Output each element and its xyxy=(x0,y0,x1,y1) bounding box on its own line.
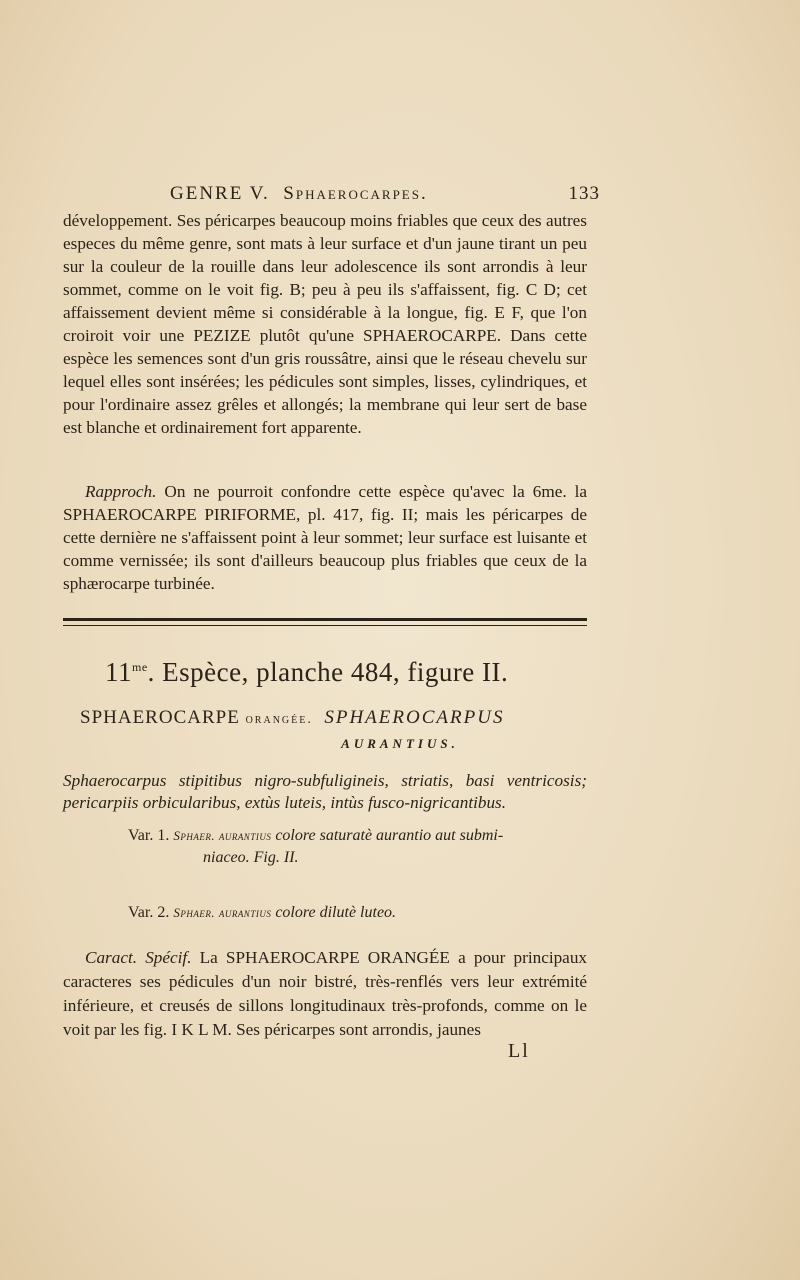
variety-2-text: colore dilutè luteo. xyxy=(275,904,397,921)
latin-description: Sphaerocarpus stipitibus nigro-subfuligineis, striatis, basi ventricosis; pericarpiis orbicularibus, extùs luteis, intùs fusco-nigricantibus. xyxy=(63,771,587,812)
species-number: 11 xyxy=(105,657,132,687)
header-genre-label: GENRE V. xyxy=(170,183,270,204)
paragraph-description: développement. Ses péricarpes beaucoup moins friables que ceux des autres especes du même genre, sont mats à leur surface et d'un jaune tirant un peu sur la couleur de la rouille dans leur adolescence ils sont arrondis à leur sommet, comme on le voit fig. B; peu à peu ils s'affaissent, fig. C D; cet affaissement devient même si considérable à la longue, fig. E F, que l'on croiroit voir une PEZIZE plutôt qu'une SPHAEROCARPE. Dans cette espèce les semences sont d'un gris roussâtre, ainsi que le réseau chevelu sur lequel elles sont insérées; les pédicules sont simples, lisses, cylindriques, et pour l'ordinaire assez grêles et allongés; la membrane qui leur sert de base est blanche et ordinairement fort apparente. xyxy=(63,211,587,437)
caract-lead: Caract. Spécif. xyxy=(85,948,192,967)
rapproch-lead: Rapproch. xyxy=(85,482,157,501)
page-number: 133 xyxy=(568,183,600,204)
genus-line xyxy=(80,707,600,729)
variety-2-name: Sphaer. aurantius xyxy=(173,905,272,920)
variety-2 xyxy=(128,902,588,924)
genus-latin: SPHAEROCARPUS xyxy=(324,707,505,728)
species-heading xyxy=(105,657,575,688)
signature-mark: Ll xyxy=(508,1040,530,1062)
paragraph-rapproch xyxy=(63,480,587,595)
variety-1-cont: niaceo. Fig. II. xyxy=(203,849,299,866)
species-heading-text: . Espèce, planche 484, figure II. xyxy=(147,657,509,687)
genus-french-epithet: orangée. xyxy=(245,712,313,727)
header-genre xyxy=(170,183,428,205)
genus-french: SPHAEROCARPE xyxy=(80,707,240,728)
variety-1-text: colore saturatè aurantio aut submi- xyxy=(275,827,504,844)
variety-1-continued xyxy=(203,847,583,869)
variety-1-name: Sphaer. aurantius xyxy=(173,828,272,843)
caract-text: La SPHAEROCARPE ORANGÉE a pour principaux caracteres ses pédicules d'un noir bistré, très-renflés vers leur extrémité inférieure, et creusés de sillons longitudinaux très-profonds, comme on le voit par les fig. I K L M. Ses péricarpes sont arrondis, jaunes xyxy=(63,948,588,1039)
running-header xyxy=(170,183,600,205)
variety-1-label: Var. 1. xyxy=(128,827,170,844)
section-rule-thin xyxy=(63,625,587,626)
variety-1 xyxy=(128,825,588,847)
genus-latin-epithet: AURANTIUS. xyxy=(341,736,459,751)
paragraph-caracteres xyxy=(63,946,587,1042)
variety-2-label: Var. 2. xyxy=(128,904,170,921)
header-genus: Sphaerocarpes. xyxy=(283,183,428,204)
species-number-sup: me xyxy=(132,660,148,674)
rapproch-text: On ne pourroit confondre cette espèce qu'avec la 6me. la SPHAEROCARPE PIRIFORME, pl. 417, fig. II; mais les péricarpes de cette dernière ne s'affaissent point à leur sommet; leur surface est luisante et comme vernissée; ils sont d'ailleurs beaucoup plus friables que ceux de la sphærocarpe turbinée. xyxy=(63,482,588,593)
section-rule-thick xyxy=(63,618,587,621)
